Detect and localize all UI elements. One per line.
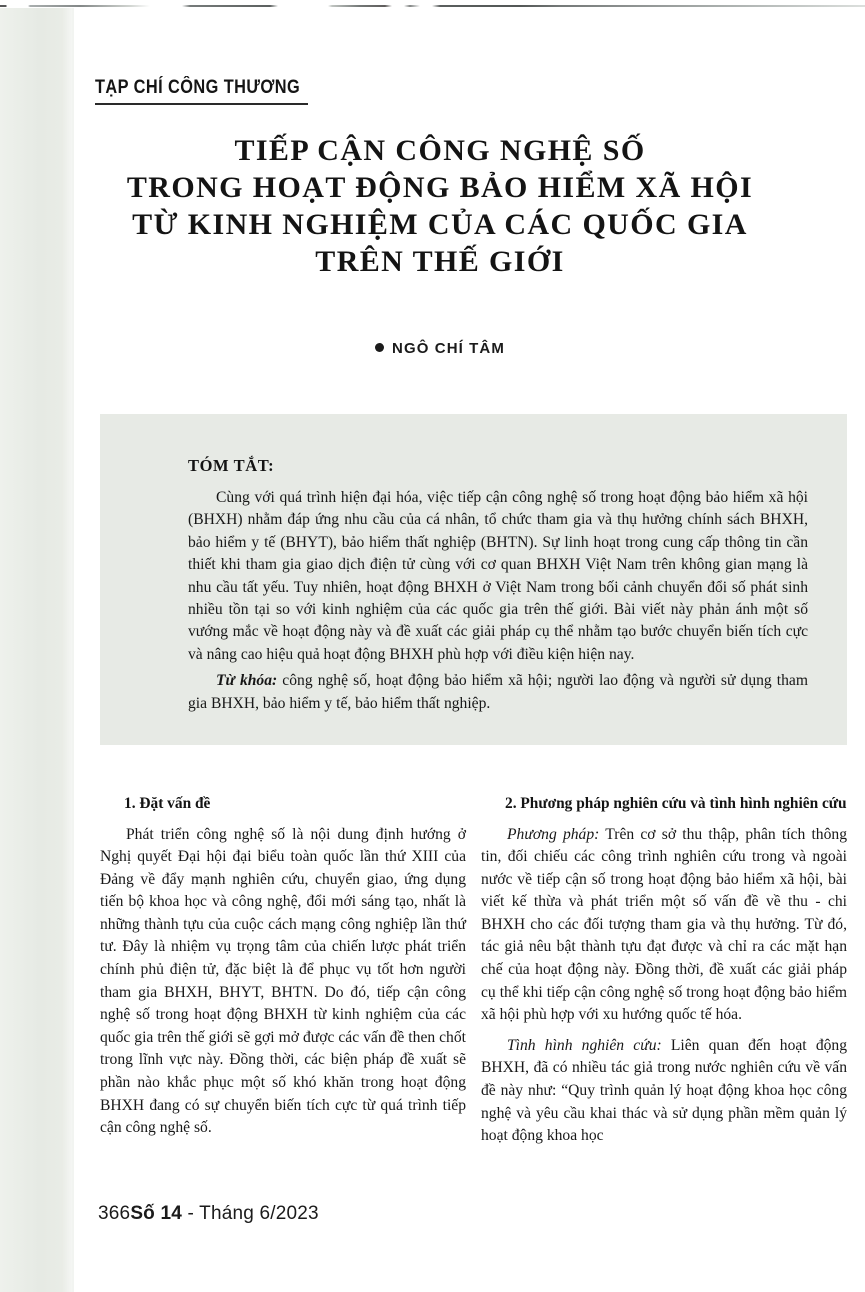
author-name: NGÔ CHÍ TÂM <box>392 340 505 357</box>
article-title-line-1: TIẾP CẬN CÔNG NGHỆ SỐ <box>234 134 646 167</box>
footer-date: - Tháng 6/2023 <box>182 1203 319 1224</box>
section-heading-1: 1. Đặt vấn đề <box>124 795 211 812</box>
article-title-line-2: TRONG HOẠT ĐỘNG BẢO HIỂM XÃ HỘI <box>126 171 754 204</box>
section-2-paragraph-2 <box>481 1035 847 1148</box>
footer-issue: Số 14 <box>130 1203 183 1224</box>
abstract-keywords <box>188 670 808 715</box>
column-left <box>100 793 466 1148</box>
page-footer <box>98 1203 319 1225</box>
keywords-label: Từ khóa: <box>216 672 278 690</box>
masthead-divider <box>95 103 308 105</box>
article-title-line-3: TỪ KINH NGHIỆM CỦA CÁC QUỐC GIA <box>132 208 748 241</box>
article-title-line-4: TRÊN THẾ GIỚI <box>315 245 565 278</box>
method-lead-label: Phương pháp: <box>507 825 600 843</box>
article-title <box>110 132 770 280</box>
keywords-text: công nghệ số, hoạt động bảo hiểm xã hội; người lao động và người sử dụng tham gia BHXH, bảo hiểm y tế, bảo hiểm thất nghiệp. <box>188 672 808 712</box>
scan-artifact-left-edge <box>72 8 74 1292</box>
abstract-heading: TÓM TẮT: <box>188 456 275 475</box>
journal-masthead-title: TẠP CHÍ CÔNG THƯƠNG <box>95 77 301 98</box>
research-status-text: Liên quan đến hoạt động BHXH, đã có nhiều tác giả trong nước nghiên cứu về vấn đề này như: “Quy trình quản lý hoạt động khoa học công nghệ và yêu cầu khai thác và sử dụng phần mềm quản lý hoạt động khoa học <box>481 1036 848 1145</box>
bullet-icon <box>375 343 384 352</box>
scan-artifact-top-line <box>0 5 865 7</box>
method-lead-text: Trên cơ sở thu thập, phân tích thông tin, đối chiếu các công trình nghiên cứu trong và ngoài nước về tiếp cận số trong hoạt động bảo hiểm xã hội, bài viết kế thừa và phát triển một số vấn đề về thu - chi BHXH cho các đối tượng tham gia và thụ hưởng. Từ đó, tác giả nêu bật thành tựu đạt được và chỉ ra các mặt hạn chế của hoạt động này. Đồng thời, đề xuất các giải pháp cụ thể khi tiếp cận công nghệ số trong hoạt động bảo hiểm xã hội phù hợp với xu hướng quốc tế hóa. <box>481 825 847 1024</box>
scan-artifact-left-band <box>0 8 73 1292</box>
column-right <box>481 793 847 1156</box>
article-author <box>110 340 770 357</box>
research-status-lead-label: Tình hình nghiên cứu: <box>507 1036 662 1054</box>
abstract-panel <box>100 414 847 745</box>
section-1-paragraph-1: Phát triển công nghệ số là nội dung định hướng ở Nghị quyết Đại hội đại biểu toàn quốc lần thứ XIII của Đảng về đẩy mạnh nghiên cứu, chuyển giao, ứng dụng tiến bộ khoa học và công nghệ, đổi mới sáng tạo, nhất là những thành tựu của cuộc cách mạng công nghiệp lần thứ tư. Đây là nhiệm vụ trọng tâm của chiến lược phát triển chính phủ điện tử, đặc biệt là để phục vụ tốt hơn người tham gia BHXH, BHYT, BHTN. Do đó, tiếp cận công nghệ số trong hoạt động BHXH từ kinh nghiệm của các quốc gia trên thế giới sẽ gợi mở được các vấn đề then chốt trong lĩnh vực này. Đồng thời, các biện pháp đề xuất sẽ phần nào khắc phục một số khó khăn trong hoạt động BHXH đang có sự chuyển biến tích cực từ quá trình tiếp cận công nghệ số. <box>100 825 466 1137</box>
abstract-body: Cùng với quá trình hiện đại hóa, việc tiếp cận công nghệ số trong hoạt động bảo hiểm xã hội (BHXH) nhằm đáp ứng nhu cầu của cá nhân, tổ chức tham gia và thụ hưởng chính sách BHXH, bảo hiểm y tế (BHYT), bảo hiểm thất nghiệp (BHTN). Sự linh hoạt trong cung cấp thông tin cần thiết khi tham gia giao dịch điện tử cùng với cơ quan BHXH Việt Nam trên không gian mạng là nhu cầu tất yếu. Tuy nhiên, hoạt động BHXH ở Việt Nam trong bối cảnh chuyển đổi số phát sinh nhiều tồn tại so với kinh nghiệm của các quốc gia trên thế giới. Bài viết này phản ánh một số vướng mắc về hoạt động này và đề xuất các giải pháp cụ thể nhằm tạo bước chuyển biến tích cực và nâng cao hiệu quả hoạt động BHXH phù hợp với điều kiện hiện nay. <box>188 489 808 663</box>
section-2-paragraph-1 <box>481 824 847 1027</box>
section-heading-2: 2. Phương pháp nghiên cứu và tình hình nghiên cứu <box>505 795 847 812</box>
journal-masthead <box>95 78 310 105</box>
footer-page-number: 366 <box>98 1203 131 1224</box>
